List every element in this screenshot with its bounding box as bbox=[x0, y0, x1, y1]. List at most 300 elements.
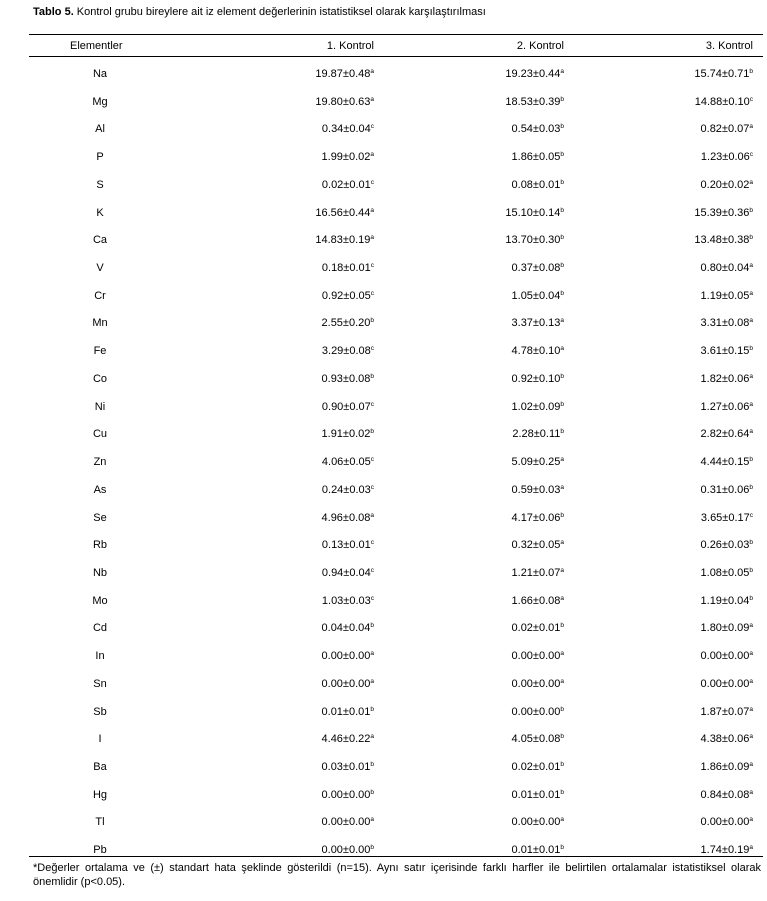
significance-letter: a bbox=[370, 511, 374, 519]
value-text: 0.90±0.07 bbox=[321, 400, 371, 413]
table-title bbox=[33, 6, 486, 18]
value-cell-kontrol-3 bbox=[701, 373, 753, 385]
table-row bbox=[0, 428, 767, 455]
element-cell: Fe bbox=[93, 345, 107, 358]
significance-letter: a bbox=[749, 372, 753, 380]
value-cell-kontrol-2 bbox=[512, 622, 564, 634]
significance-letter: b bbox=[749, 206, 753, 214]
value-cell-kontrol-2 bbox=[512, 484, 564, 496]
value-cell-kontrol-1 bbox=[322, 290, 374, 302]
table-row bbox=[0, 317, 767, 344]
element-cell: Na bbox=[92, 68, 108, 80]
value-text: 19.80±0.63 bbox=[315, 95, 371, 108]
significance-letter: b bbox=[560, 705, 564, 713]
table-row bbox=[0, 512, 767, 539]
significance-letter: b bbox=[370, 844, 374, 852]
value-text: 0.00±0.00 bbox=[700, 650, 750, 663]
table-row bbox=[0, 733, 767, 760]
value-text: 19.87±0.48 bbox=[315, 68, 371, 80]
value-text: 2.82±0.64 bbox=[700, 428, 750, 441]
value-text: 4.44±0.15 bbox=[700, 456, 750, 469]
value-text: 0.94±0.04 bbox=[321, 566, 371, 579]
significance-letter: b bbox=[560, 262, 564, 270]
value-cell-kontrol-1 bbox=[322, 678, 374, 690]
value-cell-kontrol-3 bbox=[701, 844, 753, 856]
value-text: 1.03±0.03 bbox=[321, 594, 371, 607]
value-text: 13.48±0.38 bbox=[694, 234, 750, 247]
significance-letter: a bbox=[749, 400, 753, 408]
significance-letter: a bbox=[560, 456, 564, 464]
significance-letter: b bbox=[749, 234, 753, 242]
value-text: 3.65±0.17 bbox=[700, 511, 750, 524]
value-cell-kontrol-1 bbox=[322, 706, 374, 718]
significance-letter: b bbox=[749, 594, 753, 602]
value-cell-kontrol-3 bbox=[701, 816, 753, 828]
value-text: 0.00±0.00 bbox=[321, 844, 371, 857]
value-text: 0.02±0.01 bbox=[511, 761, 561, 773]
value-cell-kontrol-2 bbox=[512, 290, 564, 302]
significance-letter: a bbox=[370, 95, 374, 103]
value-cell-kontrol-3 bbox=[701, 456, 753, 468]
significance-letter: b bbox=[560, 788, 564, 796]
significance-letter: a bbox=[370, 816, 374, 824]
value-cell-kontrol-3 bbox=[701, 262, 753, 274]
significance-letter: a bbox=[560, 677, 564, 685]
value-cell-kontrol-3 bbox=[701, 567, 753, 579]
significance-letter: b bbox=[560, 178, 564, 186]
value-cell-kontrol-2 bbox=[512, 123, 564, 135]
value-text: 0.82±0.07 bbox=[700, 123, 750, 136]
significance-letter: c bbox=[370, 539, 374, 547]
value-text: 15.39±0.36 bbox=[694, 206, 750, 219]
value-cell-kontrol-3 bbox=[701, 789, 753, 801]
value-text: 4.05±0.08 bbox=[511, 733, 561, 746]
value-text: 0.34±0.04 bbox=[321, 123, 371, 136]
element-cell: P bbox=[96, 151, 104, 164]
value-cell-kontrol-3 bbox=[701, 595, 753, 607]
significance-letter: c bbox=[370, 262, 374, 270]
significance-letter: b bbox=[370, 705, 374, 713]
value-cell-kontrol-2 bbox=[505, 68, 564, 80]
significance-letter: a bbox=[749, 705, 753, 713]
significance-letter: a bbox=[560, 317, 564, 325]
significance-letter: b bbox=[749, 68, 753, 75]
value-cell-kontrol-1 bbox=[322, 401, 374, 413]
value-cell-kontrol-2 bbox=[512, 512, 564, 524]
value-text: 0.08±0.01 bbox=[511, 178, 561, 191]
value-cell-kontrol-1 bbox=[315, 68, 374, 80]
significance-letter: b bbox=[370, 372, 374, 380]
value-cell-kontrol-3 bbox=[701, 761, 753, 773]
value-cell-kontrol-1 bbox=[315, 207, 374, 219]
value-text: 1.86±0.05 bbox=[511, 151, 561, 164]
significance-letter: b bbox=[560, 511, 564, 519]
value-cell-kontrol-1 bbox=[315, 96, 374, 108]
table-row bbox=[0, 373, 767, 400]
value-text: 1.27±0.06 bbox=[700, 400, 750, 413]
value-cell-kontrol-2 bbox=[512, 428, 564, 440]
value-text: 1.05±0.04 bbox=[511, 289, 561, 302]
value-text: 0.31±0.06 bbox=[700, 483, 750, 496]
significance-letter: b bbox=[560, 123, 564, 131]
value-cell-kontrol-2 bbox=[512, 401, 564, 413]
value-cell-kontrol-1 bbox=[322, 484, 374, 496]
table-row bbox=[0, 622, 767, 649]
value-cell-kontrol-2 bbox=[505, 234, 564, 246]
value-cell-kontrol-3 bbox=[701, 428, 753, 440]
value-text: 0.02±0.01 bbox=[321, 178, 371, 191]
value-text: 0.01±0.01 bbox=[511, 788, 561, 801]
table-caption: Kontrol grubu bireylere ait iz element değerlerinin istatistiksel olarak karşılaştırılması bbox=[73, 6, 486, 18]
value-cell-kontrol-3 bbox=[701, 123, 753, 135]
element-cell: Ba bbox=[93, 761, 107, 773]
table-row bbox=[0, 179, 767, 206]
significance-letter: b bbox=[560, 95, 564, 103]
header-rule bbox=[29, 56, 763, 57]
value-text: 0.00±0.00 bbox=[511, 705, 561, 718]
value-text: 0.00±0.00 bbox=[511, 677, 561, 690]
value-text: 4.78±0.10 bbox=[511, 345, 561, 358]
value-text: 1.66±0.08 bbox=[511, 594, 561, 607]
significance-letter: a bbox=[370, 206, 374, 214]
table-row bbox=[0, 151, 767, 178]
header-kontrol-1: 1. Kontrol bbox=[326, 40, 374, 52]
significance-letter: c bbox=[370, 400, 374, 408]
element-cell: As bbox=[93, 483, 107, 496]
value-cell-kontrol-2 bbox=[512, 179, 564, 191]
value-text: 4.96±0.08 bbox=[321, 511, 371, 524]
table-row bbox=[0, 650, 767, 677]
significance-letter: b bbox=[749, 345, 753, 353]
value-cell-kontrol-3 bbox=[701, 706, 753, 718]
value-text: 1.21±0.07 bbox=[511, 566, 561, 579]
significance-letter: c bbox=[370, 123, 374, 131]
value-text: 14.88±0.10 bbox=[694, 95, 750, 108]
header-elementler: Elementler bbox=[70, 40, 123, 52]
value-cell-kontrol-2 bbox=[512, 789, 564, 801]
value-cell-kontrol-3 bbox=[694, 68, 753, 80]
value-cell-kontrol-1 bbox=[322, 567, 374, 579]
element-cell: Se bbox=[93, 511, 107, 524]
value-cell-kontrol-3 bbox=[701, 484, 753, 496]
value-cell-kontrol-1 bbox=[322, 512, 374, 524]
value-text: 1.74±0.19 bbox=[700, 844, 750, 857]
significance-letter: a bbox=[749, 816, 753, 824]
significance-letter: a bbox=[749, 650, 753, 658]
table-row bbox=[0, 484, 767, 511]
significance-letter: c bbox=[370, 483, 374, 491]
value-cell-kontrol-3 bbox=[701, 151, 753, 163]
significance-letter: b bbox=[560, 234, 564, 242]
value-text: 1.91±0.02 bbox=[321, 428, 371, 441]
header-kontrol-2: 2. Kontrol bbox=[516, 40, 564, 52]
value-cell-kontrol-2 bbox=[512, 456, 564, 468]
table-row bbox=[0, 567, 767, 594]
significance-letter: c bbox=[370, 178, 374, 186]
value-cell-kontrol-1 bbox=[322, 595, 374, 607]
value-text: 0.00±0.00 bbox=[321, 816, 371, 829]
significance-letter: b bbox=[749, 456, 753, 464]
value-text: 1.86±0.09 bbox=[700, 761, 750, 773]
value-text: 14.83±0.19 bbox=[315, 234, 371, 247]
significance-letter: a bbox=[749, 788, 753, 796]
value-cell-kontrol-1 bbox=[322, 456, 374, 468]
significance-letter: c bbox=[749, 151, 753, 159]
value-cell-kontrol-2 bbox=[505, 207, 564, 219]
value-cell-kontrol-2 bbox=[512, 567, 564, 579]
value-cell-kontrol-1 bbox=[322, 650, 374, 662]
value-text: 3.31±0.08 bbox=[700, 317, 750, 330]
value-text: 16.56±0.44 bbox=[315, 206, 371, 219]
value-cell-kontrol-2 bbox=[512, 539, 564, 551]
element-cell: Rb bbox=[92, 539, 108, 552]
value-cell-kontrol-2 bbox=[512, 317, 564, 329]
table-row bbox=[0, 706, 767, 733]
header-kontrol-3: 3. Kontrol bbox=[705, 40, 753, 52]
value-cell-kontrol-2 bbox=[512, 262, 564, 274]
table-row bbox=[0, 678, 767, 705]
significance-letter: a bbox=[560, 594, 564, 602]
value-text: 0.20±0.02 bbox=[700, 178, 750, 191]
table-row bbox=[0, 345, 767, 372]
element-cell: Nb bbox=[92, 566, 108, 579]
significance-letter: a bbox=[560, 483, 564, 491]
element-cell: Ca bbox=[92, 234, 108, 247]
value-cell-kontrol-2 bbox=[512, 650, 564, 662]
significance-letter: c bbox=[370, 345, 374, 353]
significance-letter: a bbox=[749, 178, 753, 186]
table-row bbox=[0, 789, 767, 816]
value-cell-kontrol-2 bbox=[512, 373, 564, 385]
significance-letter: b bbox=[749, 539, 753, 547]
significance-letter: c bbox=[370, 566, 374, 574]
value-cell-kontrol-2 bbox=[512, 706, 564, 718]
value-text: 4.46±0.22 bbox=[321, 733, 371, 746]
value-text: 15.74±0.71 bbox=[694, 68, 750, 80]
value-text: 0.80±0.04 bbox=[700, 262, 750, 275]
value-text: 0.54±0.03 bbox=[511, 123, 561, 136]
element-cell: Zn bbox=[93, 456, 107, 469]
value-text: 1.99±0.02 bbox=[321, 151, 371, 164]
significance-letter: a bbox=[749, 844, 753, 852]
table-row bbox=[0, 68, 767, 95]
value-cell-kontrol-3 bbox=[701, 622, 753, 634]
significance-letter: b bbox=[370, 622, 374, 630]
value-cell-kontrol-3 bbox=[701, 678, 753, 690]
table-row bbox=[0, 234, 767, 261]
value-cell-kontrol-3 bbox=[701, 733, 753, 745]
significance-letter: a bbox=[749, 761, 753, 768]
significance-letter: b bbox=[370, 428, 374, 436]
value-cell-kontrol-3 bbox=[701, 512, 753, 524]
significance-letter: b bbox=[749, 566, 753, 574]
value-cell-kontrol-1 bbox=[315, 234, 374, 246]
value-text: 0.00±0.00 bbox=[700, 677, 750, 690]
significance-letter: b bbox=[560, 400, 564, 408]
value-cell-kontrol-2 bbox=[512, 761, 564, 773]
significance-letter: a bbox=[560, 650, 564, 658]
table-number: Tablo 5. bbox=[33, 6, 74, 18]
value-text: 1.80±0.09 bbox=[700, 622, 750, 635]
table-row bbox=[0, 761, 767, 788]
value-text: 0.00±0.00 bbox=[321, 788, 371, 801]
table-row bbox=[0, 595, 767, 622]
value-text: 1.82±0.06 bbox=[700, 372, 750, 385]
value-text: 0.18±0.01 bbox=[321, 262, 371, 275]
value-cell-kontrol-3 bbox=[701, 345, 753, 357]
value-text: 0.92±0.10 bbox=[511, 372, 561, 385]
significance-letter: b bbox=[370, 761, 374, 768]
value-text: 1.23±0.06 bbox=[700, 151, 750, 164]
table-row bbox=[0, 123, 767, 150]
value-cell-kontrol-2 bbox=[505, 96, 564, 108]
significance-letter: b bbox=[560, 733, 564, 741]
value-text: 13.70±0.30 bbox=[505, 234, 561, 247]
value-cell-kontrol-2 bbox=[512, 595, 564, 607]
value-text: 18.53±0.39 bbox=[505, 95, 561, 108]
value-text: 0.00±0.00 bbox=[321, 650, 371, 663]
significance-letter: c bbox=[370, 594, 374, 602]
value-text: 0.13±0.01 bbox=[321, 539, 371, 552]
value-text: 1.08±0.05 bbox=[700, 566, 750, 579]
value-cell-kontrol-1 bbox=[322, 123, 374, 135]
value-text: 0.84±0.08 bbox=[700, 788, 750, 801]
table-row bbox=[0, 401, 767, 428]
value-cell-kontrol-1 bbox=[322, 262, 374, 274]
significance-letter: c bbox=[370, 289, 374, 297]
significance-letter: c bbox=[749, 95, 753, 103]
value-text: 4.06±0.05 bbox=[321, 456, 371, 469]
value-cell-kontrol-1 bbox=[322, 733, 374, 745]
footnote: *Değerler ortalama ve (±) standart hata şeklinde gösterildi (n=15). Aynı satır içerisinde farklı harfler ile belirtilen ortalamalar istatistiksel olarak önemlidir (p<0.05). bbox=[33, 862, 761, 888]
value-text: 5.09±0.25 bbox=[511, 456, 561, 469]
value-text: 1.19±0.05 bbox=[700, 289, 750, 302]
value-cell-kontrol-1 bbox=[322, 816, 374, 828]
value-text: 1.02±0.09 bbox=[511, 400, 561, 413]
value-cell-kontrol-2 bbox=[512, 151, 564, 163]
value-cell-kontrol-3 bbox=[701, 650, 753, 662]
value-text: 0.26±0.03 bbox=[700, 539, 750, 552]
element-cell: Ni bbox=[94, 400, 106, 413]
table-row bbox=[0, 262, 767, 289]
significance-letter: b bbox=[560, 761, 564, 768]
significance-letter: a bbox=[560, 345, 564, 353]
element-cell: Pb bbox=[93, 844, 107, 857]
significance-letter: b bbox=[560, 428, 564, 436]
significance-letter: b bbox=[560, 151, 564, 159]
element-cell: V bbox=[96, 262, 104, 275]
significance-letter: a bbox=[560, 539, 564, 547]
element-cell: Cr bbox=[94, 289, 106, 302]
significance-letter: a bbox=[560, 566, 564, 574]
value-text: 1.19±0.04 bbox=[700, 594, 750, 607]
value-cell-kontrol-3 bbox=[695, 96, 753, 108]
element-cell: Co bbox=[92, 372, 108, 385]
value-text: 0.04±0.04 bbox=[321, 622, 371, 635]
value-cell-kontrol-1 bbox=[322, 622, 374, 634]
element-cell: In bbox=[95, 650, 105, 663]
value-cell-kontrol-3 bbox=[701, 539, 753, 551]
element-cell: Sb bbox=[93, 705, 107, 718]
value-text: 19.23±0.44 bbox=[505, 68, 561, 80]
table-row bbox=[0, 816, 767, 843]
value-text: 2.28±0.11 bbox=[512, 428, 561, 441]
significance-letter: b bbox=[560, 844, 564, 852]
value-text: 2.55±0.20 bbox=[321, 317, 371, 330]
significance-letter: b bbox=[560, 206, 564, 214]
significance-letter: a bbox=[749, 123, 753, 131]
value-cell-kontrol-3 bbox=[701, 317, 753, 329]
significance-letter: a bbox=[749, 622, 753, 630]
value-text: 0.02±0.01 bbox=[511, 622, 561, 635]
significance-letter: a bbox=[370, 151, 374, 159]
value-text: 3.29±0.08 bbox=[321, 345, 371, 358]
significance-letter: c bbox=[370, 456, 374, 464]
significance-letter: b bbox=[370, 317, 374, 325]
value-cell-kontrol-2 bbox=[512, 733, 564, 745]
table-row bbox=[0, 207, 767, 234]
significance-letter: b bbox=[749, 483, 753, 491]
significance-letter: a bbox=[749, 733, 753, 741]
significance-letter: a bbox=[749, 428, 753, 436]
value-text: 15.10±0.14 bbox=[505, 206, 561, 219]
top-rule bbox=[29, 34, 763, 35]
value-cell-kontrol-1 bbox=[322, 539, 374, 551]
significance-letter: a bbox=[370, 68, 374, 75]
significance-letter: a bbox=[749, 262, 753, 270]
value-cell-kontrol-1 bbox=[322, 373, 374, 385]
element-cell: Mo bbox=[92, 594, 108, 607]
significance-letter: a bbox=[749, 677, 753, 685]
value-text: 0.00±0.00 bbox=[511, 816, 561, 829]
element-cell: Cu bbox=[92, 428, 108, 441]
significance-letter: a bbox=[370, 677, 374, 685]
value-cell-kontrol-3 bbox=[694, 207, 753, 219]
value-cell-kontrol-1 bbox=[322, 844, 374, 856]
significance-letter: a bbox=[560, 68, 564, 75]
significance-letter: b bbox=[560, 289, 564, 297]
value-text: 0.01±0.01 bbox=[321, 705, 371, 718]
value-text: 3.37±0.13 bbox=[511, 317, 561, 330]
table-row bbox=[0, 456, 767, 483]
value-text: 0.93±0.08 bbox=[321, 372, 371, 385]
value-cell-kontrol-2 bbox=[512, 844, 564, 856]
element-cell: S bbox=[96, 178, 104, 191]
value-text: 0.92±0.05 bbox=[321, 289, 371, 302]
value-cell-kontrol-1 bbox=[322, 317, 374, 329]
significance-letter: a bbox=[370, 234, 374, 242]
value-text: 3.61±0.15 bbox=[700, 345, 750, 358]
significance-letter: a bbox=[370, 733, 374, 741]
value-text: 0.37±0.08 bbox=[511, 262, 561, 275]
element-cell: Cd bbox=[92, 622, 108, 635]
bottom-rule bbox=[29, 856, 763, 857]
element-cell: I bbox=[98, 733, 102, 746]
value-text: 4.17±0.06 bbox=[511, 511, 561, 524]
value-cell-kontrol-3 bbox=[701, 401, 753, 413]
value-cell-kontrol-1 bbox=[322, 345, 374, 357]
significance-letter: a bbox=[749, 289, 753, 297]
value-cell-kontrol-2 bbox=[512, 678, 564, 690]
value-cell-kontrol-3 bbox=[701, 290, 753, 302]
value-text: 0.32±0.05 bbox=[511, 539, 561, 552]
value-cell-kontrol-1 bbox=[322, 789, 374, 801]
value-cell-kontrol-1 bbox=[322, 428, 374, 440]
element-cell: Mn bbox=[92, 317, 108, 330]
element-cell: Sn bbox=[93, 677, 107, 690]
element-cell: Al bbox=[95, 123, 105, 136]
significance-letter: a bbox=[370, 650, 374, 658]
